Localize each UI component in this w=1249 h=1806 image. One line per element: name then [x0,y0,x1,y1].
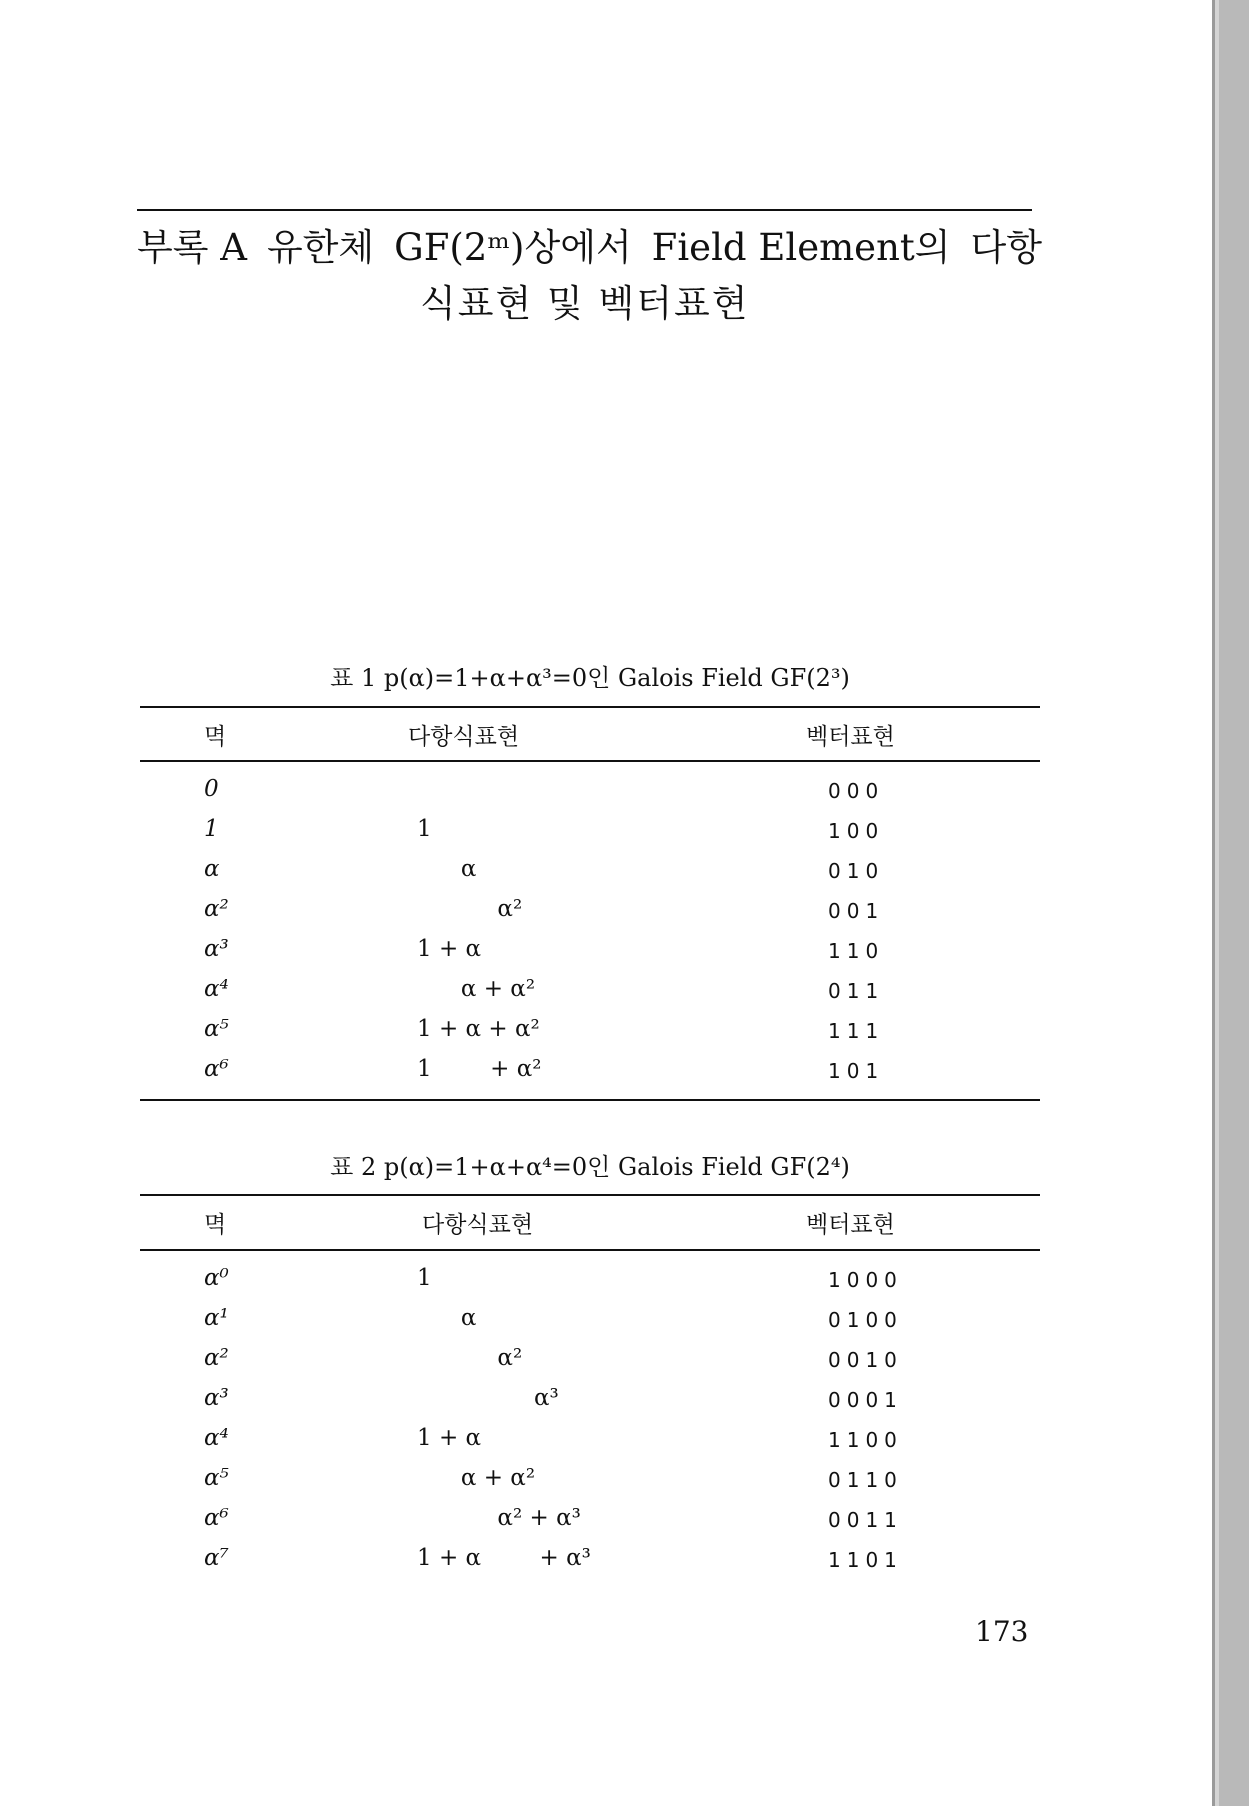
power-cell: 1 [204,816,219,842]
vector-cell: 010 [828,859,885,883]
title-line-2: 식표현 및 벡터표현 [420,282,750,325]
title-part: 부록 A [137,226,247,269]
table-row [140,1265,1040,1305]
table-row [140,936,1040,976]
power-cell: α² [204,1345,229,1371]
power-cell: 0 [204,776,219,802]
poly-cell: 1 + α [417,936,482,962]
vector-cell: 0100 [828,1308,903,1332]
table1-caption: 표 1 p(α)=1+α+α³=0인 Galois Field GF(2³) [330,664,850,692]
vector-cell: 000 [828,779,885,803]
poly-cell: α² + α³ [417,1505,581,1531]
vector-cell: 1101 [828,1548,903,1572]
vector-cell: 0110 [828,1468,903,1492]
table-row [140,1016,1040,1056]
power-cell: α⁷ [204,1545,229,1571]
table-row [140,856,1040,896]
vector-cell: 100 [828,819,885,843]
poly-cell: α + α² [417,1465,536,1491]
poly-cell: α [417,1305,477,1331]
vector-cell: 1100 [828,1428,903,1452]
table-row [140,896,1040,936]
header-vector: 벡터표현 [806,1212,895,1238]
title-part: Field Element의 [651,226,951,269]
page-number: 173 [975,1615,1029,1648]
power-cell: α⁵ [204,1465,229,1491]
poly-cell: 1 [417,816,432,842]
title-part: 다항 [970,226,1042,269]
table1-bottom-rule [140,1099,1040,1101]
table-row [140,976,1040,1016]
table-row [140,1305,1040,1345]
table1-header [140,718,1040,752]
power-cell: α¹ [204,1305,229,1331]
vector-cell: 111 [828,1019,885,1043]
power-cell: α⁶ [204,1505,229,1531]
power-cell: α [204,856,220,882]
vector-cell: 001 [828,899,885,923]
power-cell: α⁵ [204,1016,229,1042]
poly-cell: α² [417,1345,523,1371]
power-cell: α² [204,896,229,922]
poly-cell: 1 + α² [417,1056,542,1082]
table2-header-rule [140,1249,1040,1251]
vector-cell: 110 [828,939,885,963]
title-part: 유한체 [266,226,375,269]
table-row [140,1425,1040,1465]
vector-cell: 011 [828,979,885,1003]
power-cell: α⁶ [204,1056,229,1082]
table2-caption: 표 2 p(α)=1+α+α⁴=0인 Galois Field GF(2⁴) [330,1153,850,1181]
table-row [140,1545,1040,1585]
table-row [140,1345,1040,1385]
page-title [137,220,1042,332]
table-row [140,816,1040,856]
poly-cell: 1 + α + α³ [417,1545,591,1571]
vector-cell: 0011 [828,1508,903,1532]
header-polynomial: 다항식표현 [422,1212,534,1238]
title-part: GF(2ᵐ)상에서 [394,226,632,269]
power-cell: α⁰ [204,1265,229,1291]
poly-cell: 1 + α [417,1425,482,1451]
table-row [140,1465,1040,1505]
header-power: 멱 [204,724,227,750]
table1-header-rule [140,760,1040,762]
vector-cell: 101 [828,1059,885,1083]
power-cell: α³ [204,1385,229,1411]
power-cell: α³ [204,936,229,962]
vector-cell: 0001 [828,1388,903,1412]
power-cell: α⁴ [204,1425,229,1451]
poly-cell: α³ [417,1385,559,1411]
table1-top-rule [140,706,1040,708]
header-polynomial: 다항식표현 [408,724,520,750]
vector-cell: 0010 [828,1348,903,1372]
title-rule [137,209,1032,211]
poly-cell: 1 + α + α² [417,1016,540,1042]
header-vector: 벡터표현 [806,724,895,750]
table2-header [140,1206,1040,1240]
poly-cell: α [417,856,477,882]
header-power: 멱 [204,1212,227,1238]
power-cell: α⁴ [204,976,229,1002]
poly-cell: α + α² [417,976,536,1002]
table-row [140,1385,1040,1425]
vector-cell: 1000 [828,1268,903,1292]
poly-cell: 1 [417,1265,432,1291]
poly-cell: α² [417,896,523,922]
table-row [140,1056,1040,1096]
table2-top-rule [140,1194,1040,1196]
title-line-1 [137,220,1042,276]
table-row [140,776,1040,816]
table-row [140,1505,1040,1545]
